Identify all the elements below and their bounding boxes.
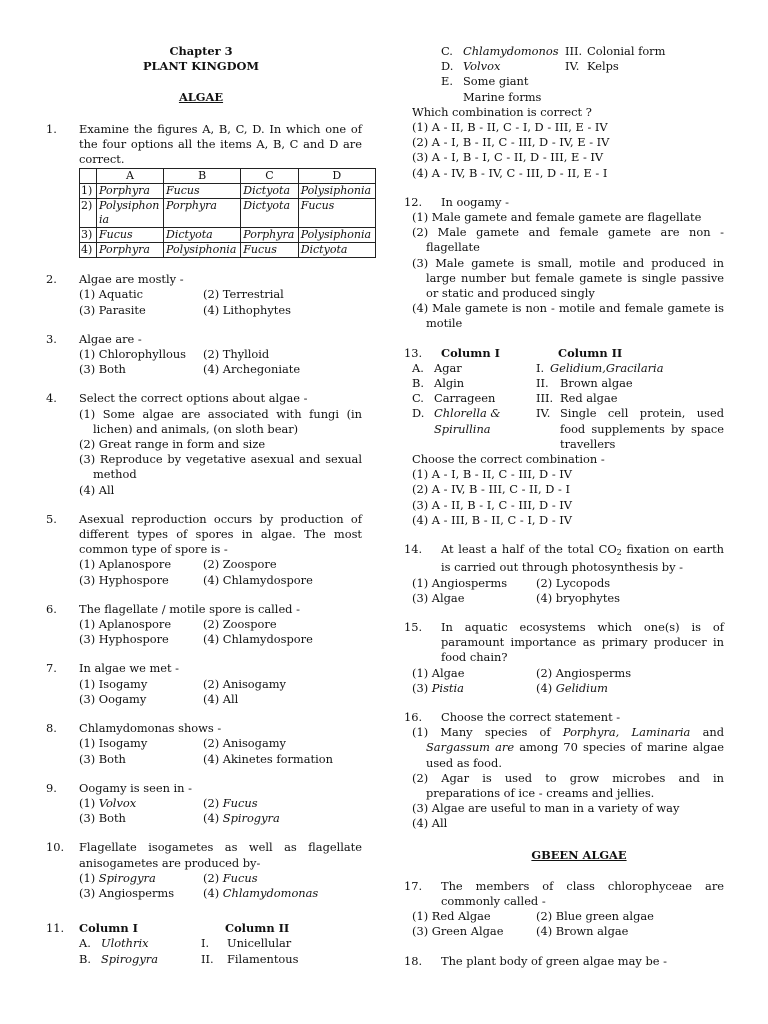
match-item: Red algae (560, 391, 618, 406)
match-columns (441, 44, 724, 105)
match-item: Algin (434, 376, 465, 391)
question-number: 2. (46, 272, 57, 287)
option: (1) Male gamete and female gamete are flagellate (412, 210, 702, 225)
table-cell: 2) (80, 199, 97, 228)
option: (4) All (203, 691, 239, 706)
table-cell: Porphyra (241, 228, 298, 243)
chapter-title: PLANT KINGDOM (142, 59, 260, 74)
table-cell: Porphyra (164, 199, 241, 228)
option: (2) Anisogamy (203, 676, 286, 691)
option: (3) Angiosperms (79, 885, 175, 900)
question-number: 8. (46, 721, 57, 736)
right-column (404, 44, 724, 969)
question-9 (40, 781, 362, 827)
chapter-number: Chapter 3 (169, 44, 233, 58)
option: (1) Aplanospore (79, 557, 172, 572)
table-cell: Fucus (241, 243, 298, 258)
match-item: Unicellular (227, 936, 292, 951)
question-prompt: Choose the correct combination - (412, 452, 605, 467)
option: (2) Zoospore (203, 617, 277, 632)
table-cell: Dictyota (298, 243, 375, 258)
match-item: Chlorella & Spirullina (434, 406, 501, 436)
table-cell: 4) (80, 243, 97, 258)
section-heading-green-algae: GBEEN ALGAE (531, 847, 627, 862)
match-item: Volvox (463, 59, 501, 74)
option: (2) Anisogamy (203, 736, 286, 751)
option: (4) Lithophytes (203, 302, 291, 317)
question-prompt: Which combination is correct ? (412, 104, 592, 119)
option: (1) A - II, B - II, C - I, D - III, E - IV (412, 120, 608, 135)
option: (2) A - I, B - II, C - III, D - IV, E - IV (412, 135, 610, 150)
question-number: 18. (404, 953, 423, 968)
match-item: Some giant Marine forms (463, 74, 542, 104)
option: (3) Male gamete is small, motile and produced in large number but female gamete is single passive or static and produced singly (412, 255, 724, 301)
option: (1) Some algae are associated with fungi (in lichen) and animals, (on sloth bear) (79, 406, 362, 436)
option: (3) Parasite (79, 302, 146, 317)
question-text: The members of class chlorophyceae are commonly called - (441, 878, 724, 908)
question-text: Select the correct options about algae - (79, 391, 308, 406)
question-text: In oogamy - (441, 194, 509, 209)
column-heading: Column II (558, 345, 623, 360)
match-label: B. (79, 951, 91, 966)
table-cell: Fucus (298, 199, 375, 228)
table-cell: Polysiphonia (97, 199, 164, 228)
option: (2) Lycopods (536, 575, 611, 590)
table-header: D (298, 169, 375, 184)
option: (1) Aquatic (79, 287, 144, 302)
table-header: C (241, 169, 298, 184)
option: (4) A - IV, B - IV, C - III, D - II, E - I (412, 165, 608, 180)
question-6 (40, 602, 362, 648)
question-number: 1. (46, 121, 57, 136)
option: (3) Both (79, 811, 126, 826)
question-15 (404, 619, 724, 696)
match-label: II. (536, 376, 549, 391)
table-cell: Fucus (164, 184, 241, 199)
table-cell: Porphyra (97, 243, 164, 258)
table-cell: Porphyra (97, 184, 164, 199)
question-3 (40, 332, 362, 378)
option: (3) Both (79, 751, 126, 766)
option: (1) Many species of Porphyra, Laminaria and Sargassum are among 70 species of marine algae used as food. (412, 725, 724, 770)
option: (3) Reproduce by vegetative asexual and sexual method (79, 452, 362, 482)
match-item: Single cell protein, used food supplements by space travellers (560, 406, 724, 451)
option: (4) All (79, 482, 115, 497)
question-text: Algae are - (79, 331, 142, 346)
table-cell: Polysiphonia (298, 228, 375, 243)
option: (4) Chlamydomonas (203, 885, 319, 900)
option: (1) A - I, B - II, C - III, D - IV (412, 467, 573, 482)
match-label: IV. (565, 59, 580, 74)
option: (3) Algae are useful to man in a variety of way (412, 801, 680, 816)
option: (4) All (412, 816, 448, 831)
option: (4) Spirogyra (203, 811, 280, 826)
option: (3) Hyphospore (79, 572, 169, 587)
option: (3) Hyphospore (79, 632, 169, 647)
match-label: D. (441, 59, 454, 74)
question-number: 15. (404, 619, 423, 634)
column-heading: Column I (441, 345, 500, 360)
question-text: In aquatic ecosystems which one(s) is of paramount importance as primary producer in food chain? (441, 619, 724, 665)
match-label: A. (79, 936, 91, 951)
option: (1) Angiosperms (412, 575, 508, 590)
match-item: Brown algae (560, 376, 633, 391)
question-16 (404, 709, 724, 832)
option: (4) Male gamete is non - motile and female gamete is motile (412, 301, 724, 331)
question-text: In algae we met - (79, 661, 180, 676)
match-item: Kelps (587, 59, 619, 74)
option: (4) Akinetes formation (203, 751, 333, 766)
option: (4) bryophytes (536, 590, 621, 605)
question-text: Chlamydomonas shows - (79, 721, 222, 736)
option: (2) Angiosperms (536, 665, 632, 680)
option: (1) Isogamy (79, 736, 148, 751)
question-text: The plant body of green algae may be - (441, 953, 667, 968)
option: (1) Chlorophyllous (79, 347, 186, 362)
option: (1) Aplanospore (79, 617, 172, 632)
question-7 (40, 661, 362, 707)
question-number: 11. (46, 921, 65, 936)
question-13 (404, 345, 724, 528)
table-row (80, 199, 376, 228)
match-label: I. (201, 936, 210, 951)
match-item: Spirogyra (101, 951, 159, 966)
option: (3) Oogamy (79, 691, 147, 706)
option: (3) Pistia (412, 680, 464, 695)
question-8 (40, 721, 362, 767)
question-number: 9. (46, 780, 57, 795)
left-column (40, 44, 372, 967)
option: (3) A - I, B - I, C - II, D - III, E - IV (412, 150, 604, 165)
option: (1) Algae (412, 665, 465, 680)
question-number: 3. (46, 331, 57, 346)
option: (2) A - IV, B - III, C - II, D - I (412, 482, 571, 497)
question-2 (40, 272, 362, 318)
match-item: Ulothrix (101, 936, 149, 951)
question-4 (40, 391, 362, 497)
question-text: Asexual reproduction occurs by production of different types of spores in algae. The most common type of spore is - (79, 511, 362, 557)
column-heading: Column II (225, 921, 290, 936)
question-text: Examine the figures A, B, C, D. In which one of the four options all the items A, B, C and D are correct. (79, 121, 362, 167)
options-table (79, 168, 376, 258)
match-item: Colonial form (587, 44, 666, 58)
option: (2) Great range in form and size (79, 437, 266, 452)
match-label: II. (201, 951, 214, 966)
option: (2) Thylloid (203, 347, 270, 362)
question-text: Oogamy is seen in - (79, 780, 192, 795)
table-cell: 1) (80, 184, 97, 199)
option: (4) Chlamydospore (203, 632, 313, 647)
match-item: Agar (434, 360, 462, 375)
option: (3) A - II, B - I, C - III, D - IV (412, 497, 573, 512)
question-11-continued (412, 44, 724, 181)
question-number: 14. (404, 542, 423, 557)
option: (1) Isogamy (79, 676, 148, 691)
column-heading: Column I (79, 921, 138, 936)
question-number: 12. (404, 194, 423, 209)
match-label: D. (412, 406, 425, 421)
option: (4) Gelidium (536, 680, 608, 695)
match-label: III. (536, 391, 554, 406)
option: (4) Archegoniate (203, 362, 301, 377)
question-number: 7. (46, 661, 57, 676)
table-cell: Dictyota (164, 228, 241, 243)
question-text: Flagellate isogametes as well as flagellate anisogametes are produced by- (79, 840, 362, 870)
table-cell: Dictyota (241, 199, 298, 228)
table-cell: Fucus (97, 228, 164, 243)
question-number: 13. (404, 345, 423, 360)
section-heading-algae: ALGAE (178, 90, 224, 105)
option: (1) Red Algae (412, 909, 491, 924)
question-text: At least a half of the total $CO_2$ fixation on earth is carried out through photosynthesis by - (441, 542, 724, 575)
match-label: B. (412, 376, 424, 391)
option: (1) Spirogyra (79, 870, 156, 885)
question-18 (404, 953, 724, 969)
match-label: A. (412, 360, 424, 375)
question-17 (404, 878, 724, 940)
question-number: 6. (46, 601, 57, 616)
option: (2) Male gamete and female gamete are non - flagellate (412, 225, 724, 255)
option: (2) Fucus (203, 870, 258, 885)
question-14 (404, 542, 724, 606)
table-cell: Dictyota (241, 184, 298, 199)
table-row (80, 228, 376, 243)
option: (2) Fucus (203, 795, 258, 810)
table-cell: Polysiphonia (164, 243, 241, 258)
table-header: B (164, 169, 241, 184)
match-item: Filamentous (227, 951, 299, 966)
match-label: III. (565, 44, 583, 58)
table-cell: 3) (80, 228, 97, 243)
match-label: C. (412, 391, 424, 406)
question-number: 10. (46, 840, 65, 855)
option: (4) A - III, B - II, C - I, D - IV (412, 512, 573, 527)
option: (3) Algae (412, 590, 465, 605)
question-12 (404, 194, 724, 332)
table-header: A (97, 169, 164, 184)
option: (2) Agar is used to grow microbes and in preparations of ice - creams and jellies. (412, 770, 724, 800)
question-number: 5. (46, 511, 57, 526)
question-11 (40, 921, 362, 967)
question-number: 4. (46, 391, 57, 406)
match-item: Gelidium,Gracilaria (550, 360, 664, 375)
option: (2) Blue green algae (536, 909, 654, 924)
question-text: Choose the correct statement - (441, 709, 621, 724)
question-text: Algae are mostly - (79, 272, 184, 287)
option: (2) Terrestrial (203, 287, 284, 302)
match-item: Carrageen (434, 391, 496, 406)
option: (4) Chlamydospore (203, 572, 313, 587)
question-text: The flagellate / motile spore is called - (79, 601, 300, 616)
table-cell: Polysiphonia (298, 184, 375, 199)
match-label: IV. (536, 406, 551, 421)
option: (4) Brown algae (536, 924, 629, 939)
question-5 (40, 512, 362, 588)
match-label: I. (536, 360, 545, 375)
option: (3) Both (79, 362, 126, 377)
table-row (80, 243, 376, 258)
option: (1) Volvox (79, 795, 137, 810)
match-columns (79, 921, 362, 967)
table-header-row (80, 169, 376, 184)
question-number: 17. (404, 878, 423, 893)
option: (3) Green Algae (412, 924, 504, 939)
option: (2) Zoospore (203, 557, 277, 572)
question-1 (40, 121, 372, 259)
table-row (80, 184, 376, 199)
question-10 (40, 840, 362, 901)
match-label: E. (441, 74, 453, 89)
match-columns (412, 346, 724, 452)
match-item: Chlamydomonos (463, 44, 559, 58)
question-number: 16. (404, 709, 423, 724)
match-label: C. (441, 44, 453, 58)
